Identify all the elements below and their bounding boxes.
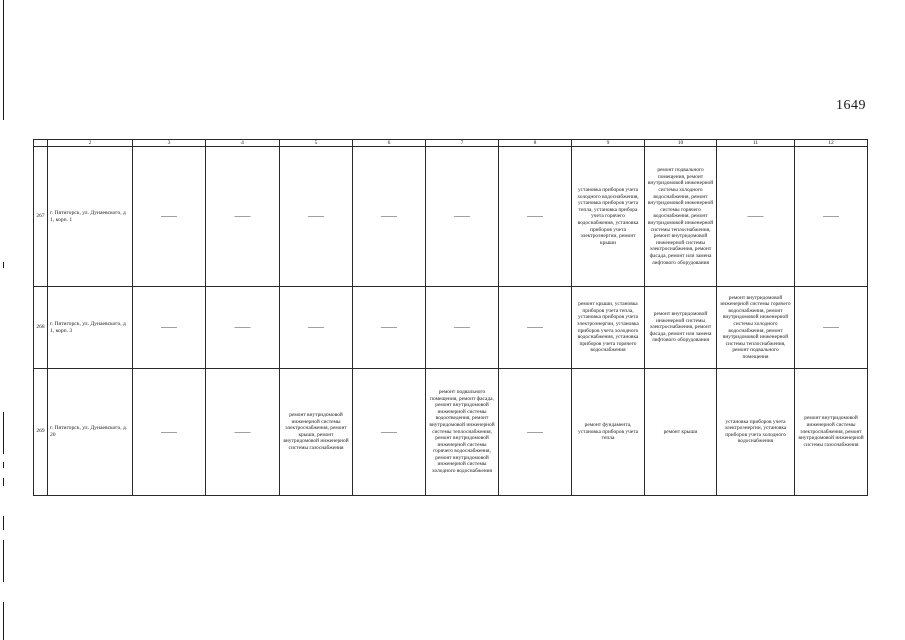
table-cell	[133, 147, 206, 287]
row-number: 267	[34, 147, 48, 287]
dash-cell: ——	[308, 211, 324, 221]
scan-margin-line	[3, 412, 4, 454]
table-cell	[499, 287, 572, 368]
column-header: 5	[280, 140, 353, 147]
column-header: 2	[48, 140, 133, 147]
table-cell	[499, 368, 572, 495]
work-cell: ремонт подвального помещения, ремонт внутридомовой инженерной системы холодного водоснабжения, ремонт внутридомовой инженерной системы горячего водоснабжения, ремонт внутридомовой инженерной системы теплоснабжения, ремонт внутридомовой инженерной системы электроснабжения, ремонт фасада, ремонт или замена лифтового оборудования	[645, 147, 717, 287]
scan-margin-line	[3, 478, 4, 486]
table-cell	[206, 368, 280, 495]
column-header: 6	[353, 140, 426, 147]
table-cell	[353, 287, 426, 368]
work-cell: ремонт крыши, установка приборов учета тепла, установка приборов учета электроэнергии, установка приборов учета холодного водоснабжения, установка приборов учета горячего водоснабжения	[572, 287, 645, 368]
column-header: 10	[645, 140, 717, 147]
table-cell	[717, 147, 795, 287]
dash-cell: ——	[161, 426, 177, 436]
table-cell	[133, 287, 206, 368]
column-header: 9	[572, 140, 645, 147]
table-cell	[795, 287, 868, 368]
work-cell: ремонт внутридомовой инженерной системы электроснабжения, ремонт внутридомовой инженерной системы газоснабжения	[795, 368, 868, 495]
dash-cell: ——	[381, 426, 397, 436]
table-cell	[206, 287, 280, 368]
dash-cell: ——	[527, 211, 543, 221]
row-number: 269	[34, 368, 48, 495]
page-number: 1649	[836, 98, 866, 113]
table-cell	[280, 287, 353, 368]
scan-margin-line	[3, 602, 4, 640]
row-number: 268	[34, 287, 48, 368]
table-cell	[280, 147, 353, 287]
column-header: 7	[426, 140, 499, 147]
table-cell	[426, 147, 499, 287]
dash-cell: ——	[308, 322, 324, 332]
work-cell: ремонт внутридомовой инженерной системы электроснабжения, ремонт фасада, ремонт или замена лифтового оборудования	[645, 287, 717, 368]
dash-cell: ——	[823, 322, 839, 332]
dash-cell: ——	[234, 426, 251, 436]
table-row	[34, 368, 868, 495]
table-cell	[353, 368, 426, 495]
scan-margin-line	[3, 516, 4, 530]
scan-margin-line	[3, 462, 4, 468]
dash-cell: ——	[161, 322, 177, 332]
table-cell	[353, 147, 426, 287]
column-header: 11	[717, 140, 795, 147]
address-cell: г. Пятигорск, ул. Дунаевского, д 1, корп. 1	[48, 147, 133, 287]
table-cell	[499, 147, 572, 287]
dash-cell: ——	[527, 322, 543, 332]
dash-cell: ——	[234, 322, 251, 332]
dash-cell: ——	[454, 322, 470, 332]
column-header: 3	[133, 140, 206, 147]
table-cell	[795, 147, 868, 287]
dash-cell: ——	[823, 211, 839, 221]
table-cell	[426, 287, 499, 368]
table-row	[34, 147, 868, 287]
scan-margin-line	[3, 0, 4, 120]
dash-cell: ——	[381, 322, 397, 332]
column-header: 8	[499, 140, 572, 147]
column-header: 12	[795, 140, 868, 147]
column-header: 4	[206, 140, 280, 147]
address-cell: г. Пятигорск, ул. Дунаевского, д 1, корп. 3	[48, 287, 133, 368]
work-cell: ремонт внутридомовой инженерной системы электроснабжения, ремонт крыши, ремонт внутридомовой инженерной системы газоснабжения	[280, 368, 353, 495]
work-cell: установка приборов учета холодного водоснабжения, установка приборов учета тепла, установка прибора учета горячего водоснабжения, установка приборов учета электроэнергии, ремонт крыши	[572, 147, 645, 287]
work-cell: ремонт крыши	[645, 368, 717, 495]
work-cell: ремонт внутридомовой инженерной системы горячего водоснабжения, ремонт внутридомовой инженерной системы холодного водоснабжения, ремонт внутридомовой инженерной системы теплоснабжения, ремонт подвального помещения	[717, 287, 795, 368]
work-cell: установка приборов учета электроэнергии, установка приборов учета холодного водоснабжения	[717, 368, 795, 495]
table-cell	[206, 147, 280, 287]
work-cell: ремонт фундамента, установка приборов учета тепла	[572, 368, 645, 495]
repair-schedule-table	[33, 139, 868, 496]
dash-cell: ——	[381, 211, 397, 221]
column-header	[34, 140, 48, 147]
dash-cell: ——	[454, 211, 470, 221]
address-cell: г. Пятигорск, ул. Дунаевского, д. 20	[48, 368, 133, 495]
scan-margin-line	[3, 540, 4, 582]
table-row	[34, 287, 868, 368]
column-number-row	[34, 140, 868, 147]
table-cell	[133, 368, 206, 495]
scan-margin-line	[3, 262, 4, 268]
dash-cell: ——	[161, 211, 177, 221]
work-cell: ремонт подвального помещения, ремонт фасада, ремонт внутридомовой инженерной системы водоотведения, ремонт внутридомовой инженерной системы теплоснабжения, ремонт внутридомовой инженерной системы горячего водоснабжения, ремонт внутридомовой инженерной системы холодного водоснабжения	[426, 368, 499, 495]
dash-cell: ——	[234, 211, 251, 221]
dash-cell: ——	[747, 211, 764, 221]
dash-cell: ——	[527, 426, 543, 436]
